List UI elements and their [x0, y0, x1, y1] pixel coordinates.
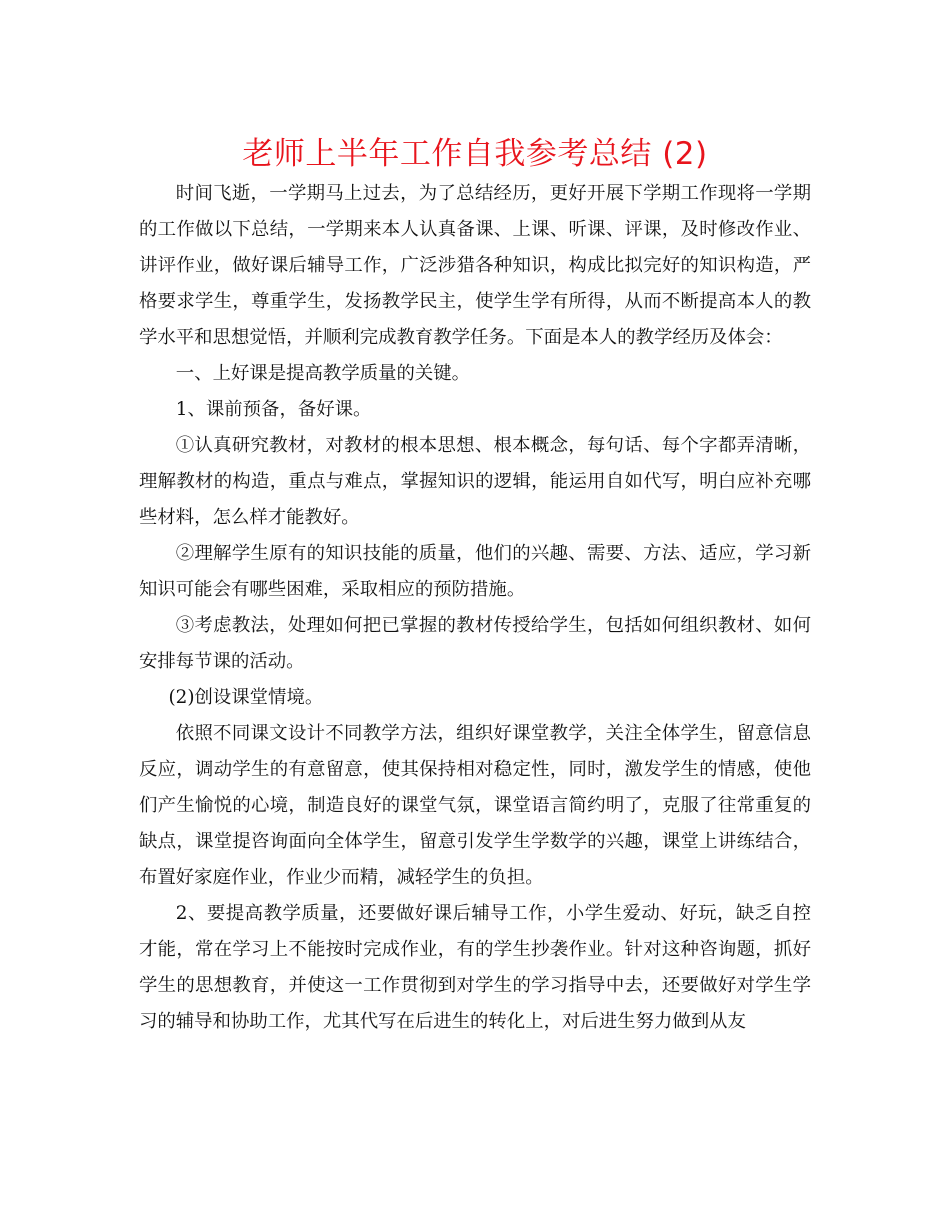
paragraph-classroom: 依照不同课文设计不同教学方法，组织好课堂教学，关注全体学生，留意信息反应，调动学生的有意留意，使其保持相对稳定性，同时，激发学生的情感，使他们产生愉悦的心境，制造良好的课堂气氛，课堂语言简约明了，克服了往常重复的缺点，课堂提咨询面向全体学生，留意引发学生学数学的兴趣，课堂上讲练结合，布置好家庭作业，作业少而精，减轻学生的负担。 [139, 723, 811, 888]
paragraph-section-heading: 一、上好课是提高教学质量的关键。 [175, 363, 471, 384]
paragraph-point-1: ①认真研究教材，对教材的根本思想、根本概念，每句话、每个字都弄清晰，理解教材的构造，重点与难点，掌握知识的逻辑，能运用自如代写，明白应补充哪些材料，怎么样才能教好。 [139, 435, 811, 528]
paragraph-subheading-2: (2)创设课堂情境。 [168, 687, 324, 708]
paragraph-subheading-1: 1、课前预备，备好课。 [175, 399, 372, 420]
paragraph-point-3: ③考虑教法，处理如何把已掌握的教材传授给学生，包括如何组织教材、如何安排每节课的活动。 [139, 615, 811, 672]
paragraph-point-2: ②理解学生原有的知识技能的质量，他们的兴趣、需要、方法、适应，学习新知识可能会有哪些困难，采取相应的预防措施。 [139, 543, 811, 600]
paragraph-intro: 时间飞逝，一学期马上过去，为了总结经历，更好开展下学期工作现将一学期的工作做以下总结，一学期来本人认真备课、上课、听课、评课，及时修改作业、讲评作业，做好课后辅导工作，广泛涉猎各种知识，构成比拟完好的知识构造，严格要求学生，尊重学生，发扬教学民主，使学生学有所得，从而不断提高本人的教学水平和思想觉悟，并顺利完成教育教学任务。下面是本人的教学经历及体会： [139, 183, 811, 348]
document-title: 老师上半年工作自我参考总结 (2) [242, 136, 708, 172]
document-body [139, 176, 811, 1040]
paragraph-tutoring: 2、要提高教学质量，还要做好课后辅导工作，小学生爱动、好玩，缺乏自控才能，常在学习上不能按时完成作业，有的学生抄袭作业。针对这种咨询题，抓好学生的思想教育，并使这一工作贯彻到对学生的学习指导中去，还要做好对学生学习的辅导和协助工作，尤其代写在后进生的转化上，对后进生努力做到从友 [139, 903, 811, 1032]
